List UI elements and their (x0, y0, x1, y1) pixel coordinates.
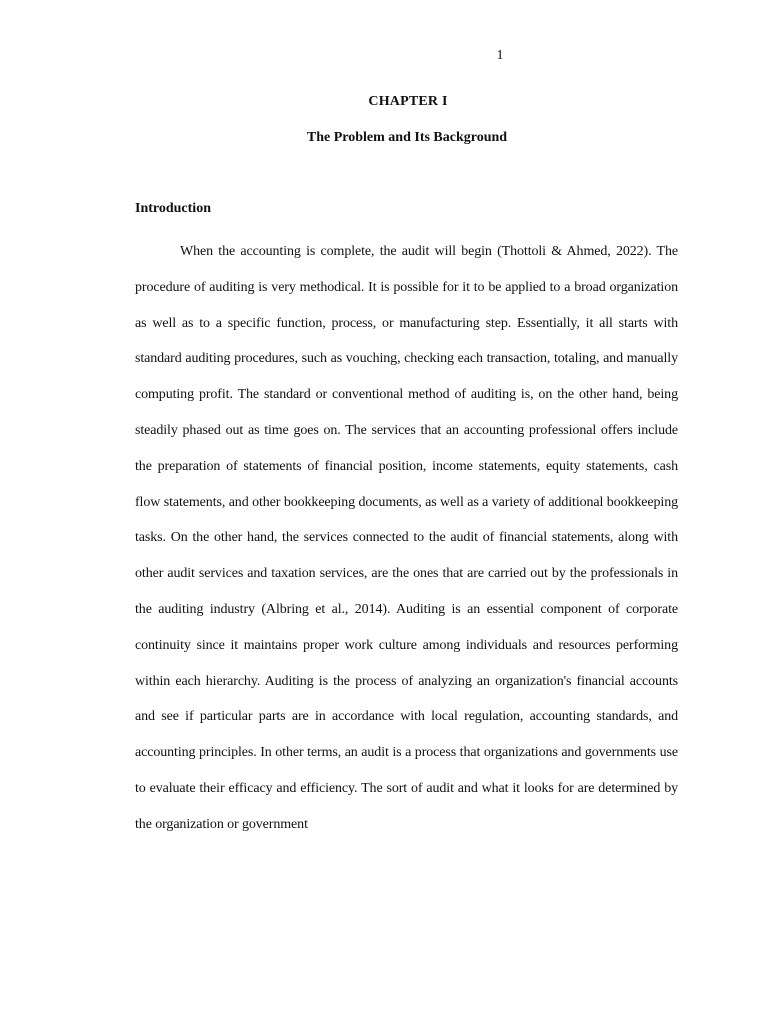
section-heading-introduction: Introduction (135, 201, 211, 216)
chapter-title: CHAPTER I (368, 94, 448, 109)
introduction-paragraph: When the accounting is complete, the audit will begin (Thottoli & Ahmed, 2022). The procedure of auditing is very methodical. It is possible for it to be applied to a broad organization as well as to a specific function, process, or manufacturing step. Essentially, it all starts with standard auditing procedures, such as vouching, checking each transaction, totaling, and manually computing profit. The standard or conventional method of auditing is, on the other hand, being steadily phased out as time goes on. The services that an accounting professional offers include the preparation of statements of financial position, income statements, equity statements, cash flow statements, and other bookkeeping documents, as well as a variety of additional bookkeeping tasks. On the other hand, the services connected to the audit of financial statements, along with other audit services and taxation services, are the ones that are carried out by the professionals in the auditing industry (Albring et al., 2014). Auditing is an essential component of corporate continuity since it maintains proper work culture among individuals and resources performing within each hierarchy. Auditing is the process of analyzing an organization's financial accounts and see if particular parts are in accordance with local regulation, accounting standards, and accounting principles. In other terms, an audit is a process that organizations and governments use to evaluate their efficacy and efficiency. The sort of audit and what it looks for are determined by the organization or government (135, 244, 678, 832)
chapter-subtitle: The Problem and Its Background (306, 130, 508, 145)
page-number: 1 (496, 48, 504, 63)
